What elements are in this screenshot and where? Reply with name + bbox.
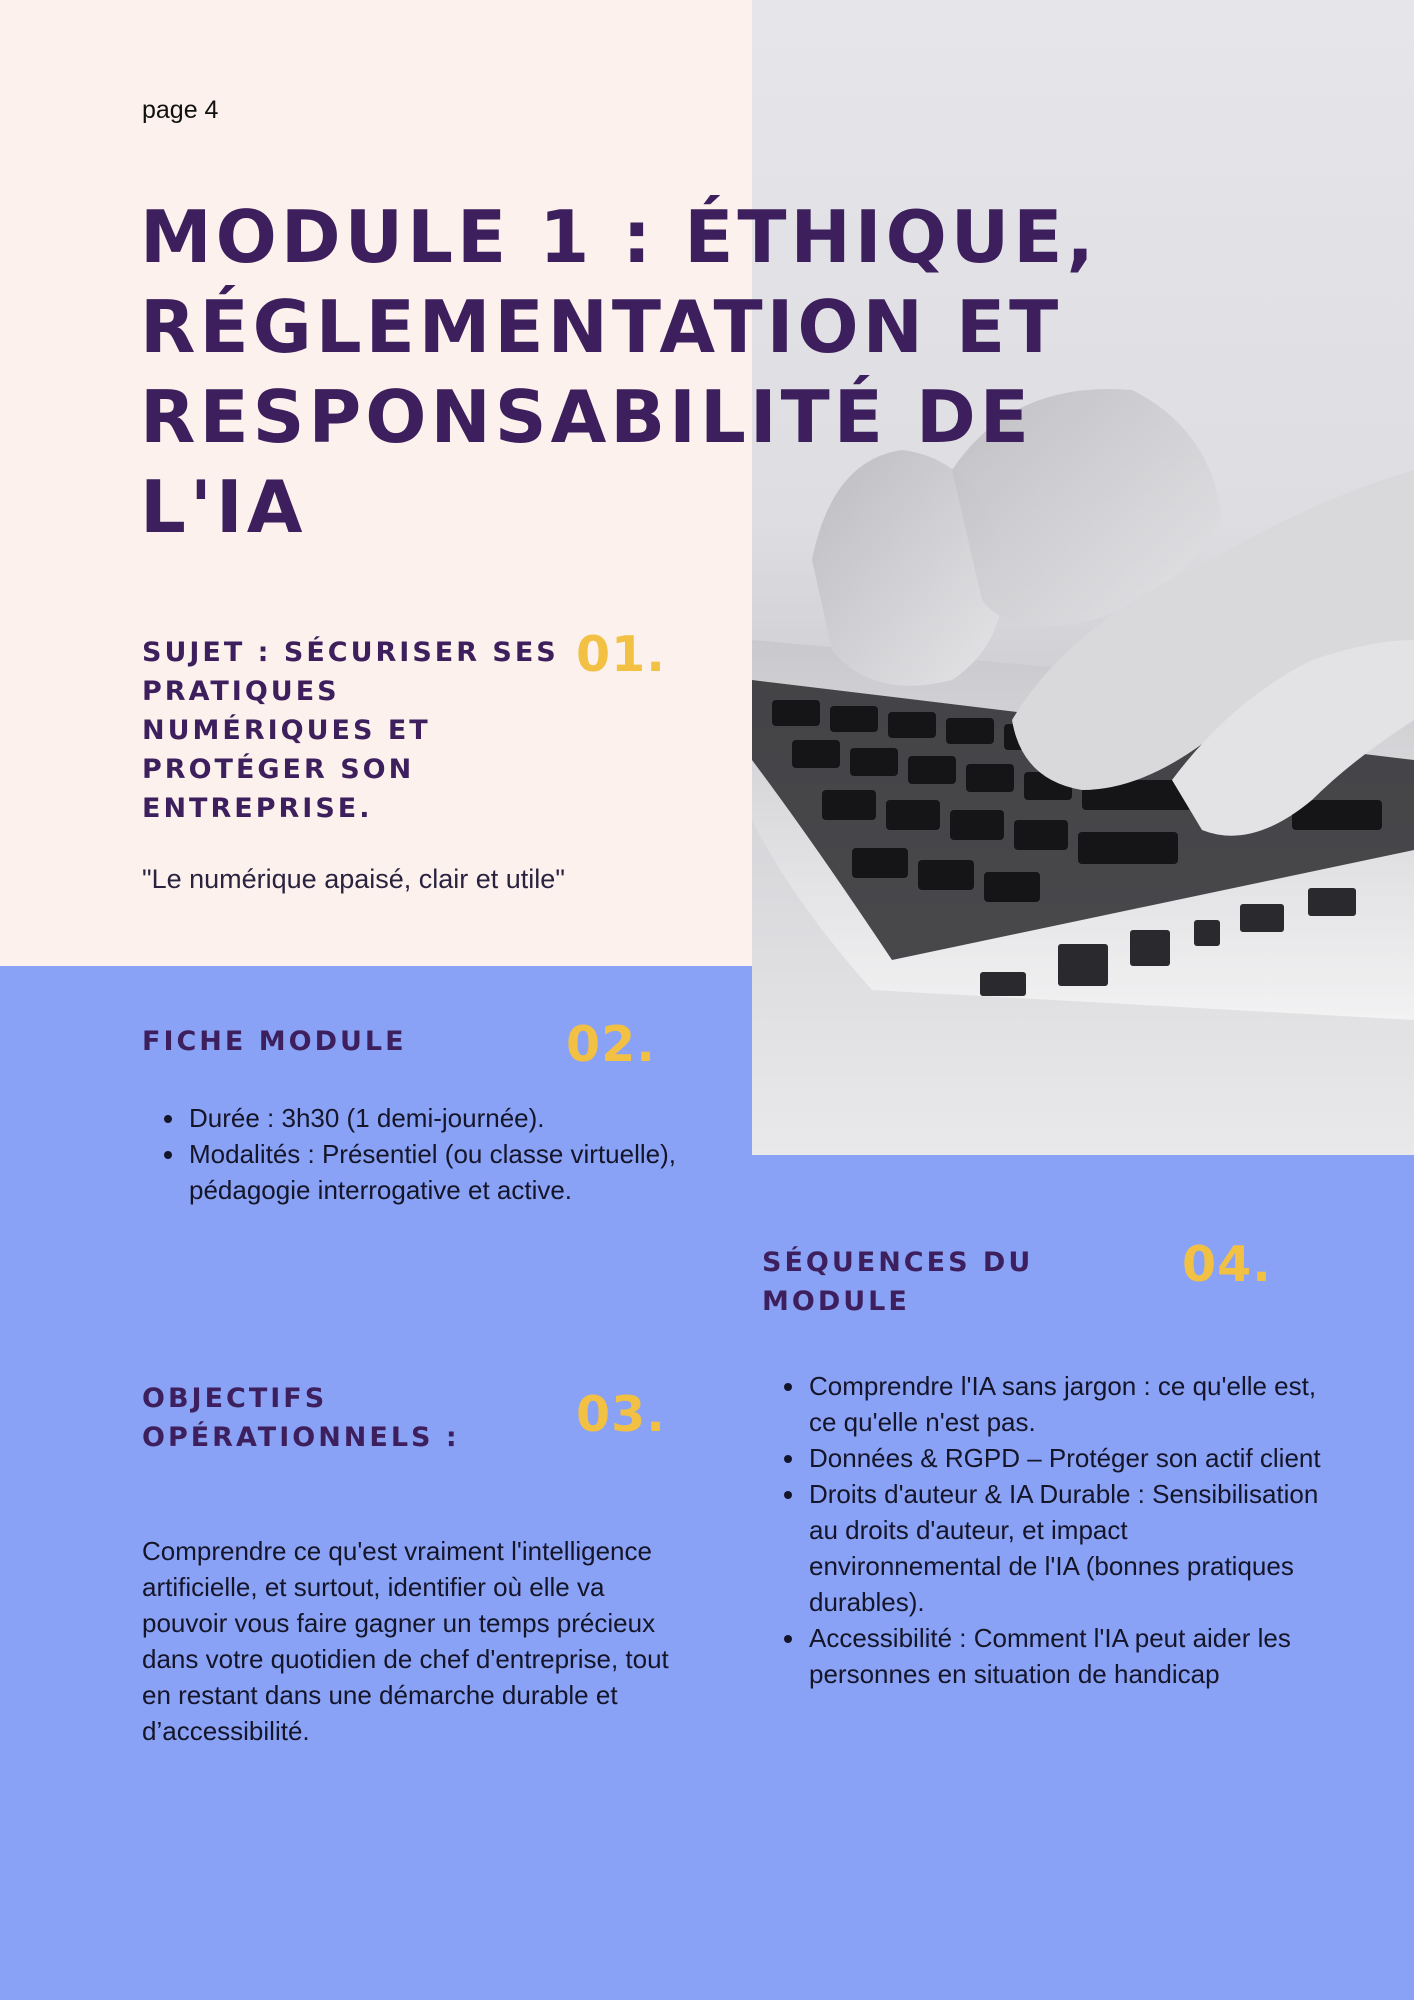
page-number: page 4 [142,96,219,124]
section-number-02: 02. [566,1016,656,1073]
list-item: • Droits d'auteur & IA Durable : Sensibilisation au droits d'auteur, et impact environnemental de l'IA (bonnes pratiques durables). [807,1476,1327,1620]
list-item: • Durée : 3h30 (1 demi-journée). [187,1100,707,1136]
list-item: • Accessibilité : Comment l'IA peut aider les personnes en situation de handicap [807,1620,1327,1692]
tagline-quote: "Le numérique apaisé, clair et utile" [142,864,565,894]
list-item: • Données & RGPD – Protéger son actif client [807,1440,1327,1476]
objectifs-text: Comprendre ce qu'est vraiment l'intelligence artificielle, et surtout, identifier où elle va pouvoir vous faire gagner un temps précieux dans votre quotidien de chef d'entreprise, tout en restant dans une démarche durable et d’accessibilité. [142,1536,669,1746]
fiche-module-list [142,1100,707,1208]
section-heading-sequences: SÉQUENCES DU MODULE [762,1247,1034,1317]
section-number-04: 04. [1182,1236,1272,1293]
list-item: • Modalités : Présentiel (ou classe virtuelle), pédagogie interrogative et active. [187,1136,707,1208]
list-item: • Comprendre l'IA sans jargon : ce qu'elle est, ce qu'elle n'est pas. [807,1368,1327,1440]
section-heading-objectifs: OBJECTIFS OPÉRATIONNELS : [142,1383,460,1453]
section-number-01: 01. [576,626,666,683]
section-heading-sujet: SUJET : SÉCURISER SES PRATIQUES NUMÉRIQUES ET PROTÉGER SON ENTREPRISE. [142,637,559,824]
sequences-list [762,1368,1327,1692]
laptop-typing-photo [752,0,1414,1155]
section-heading-fiche-module: FICHE MODULE [142,1026,407,1057]
section-number-03: 03. [576,1386,666,1443]
page-title: MODULE 1 : ÉTHIQUE, RÉGLEMENTATION ET RESPONSABILITÉ DE L'IA [140,195,1098,549]
